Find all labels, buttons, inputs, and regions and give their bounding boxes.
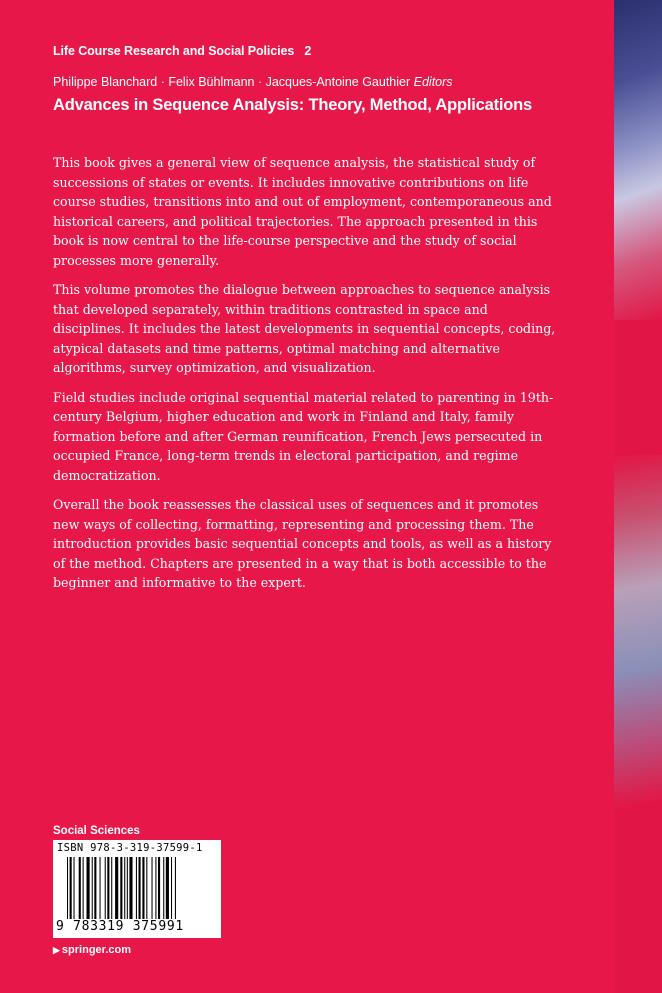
editors-line <box>53 75 453 89</box>
editor-role: Editors <box>413 75 453 89</box>
series-title <box>53 44 311 58</box>
subject-category: Social Sciences <box>53 825 140 837</box>
editor-names: Philippe Blanchard · Felix Bühlmann · Jacques-Antoine Gauthier <box>53 75 411 89</box>
publisher-url: springer.com <box>61 944 131 956</box>
triangle-right-icon: ▶ <box>53 945 60 955</box>
cover-image-edge-top <box>614 0 662 320</box>
cover-image-edge-bottom <box>614 455 662 993</box>
publisher-link[interactable] <box>53 944 131 956</box>
description-paragraph: Overall the book reassesses the classical uses of sequences and it promotes new ways of collecting, formatting, representing and processing them. The introduction provides basic sequential concepts and tools, as well as a history of the method. Chapters are presented in a way that is both accessible to the beginner and informative to the expert. <box>53 497 552 590</box>
description-paragraph: Field studies include original sequential material related to parenting in 19th-century Belgium, higher education and work in Finland and Italy, family formation before and after German reunification, French Jews persecuted in occupied France, long-term trends in electoral participation, and regime democratization. <box>53 389 554 483</box>
series-number: 2 <box>304 44 312 58</box>
isbn-digits: 9 783319 375991 <box>56 919 184 934</box>
isbn-barcode <box>53 840 221 938</box>
book-title: Advances in Sequence Analysis: Theory, Method, Applications <box>53 96 533 114</box>
series-name: Life Course Research and Social Policies <box>53 44 295 58</box>
description-paragraph: This volume promotes the dialogue between approaches to sequence analysis that developed separately, within traditions contrasted in space and disciplines. It includes the latest developments in sequential concepts, coding, atypical datasets and time patterns, optimal matching and alternative algorithms, survey optimization, and visualization. <box>53 282 556 375</box>
description-paragraph: This book gives a general view of sequence analysis, the statistical study of successions of states or events. It includes innovative contributions on life course studies, transitions into and out of employment, contemporaneous and historical careers, and political trajectories. The approach presented in this book is now central to the life-course perspective and the study of social processes more generally. <box>53 155 552 268</box>
barcode-icon <box>67 857 215 919</box>
isbn-label: ISBN 978-3-319-37599-1 <box>57 842 203 854</box>
description <box>53 153 563 603</box>
